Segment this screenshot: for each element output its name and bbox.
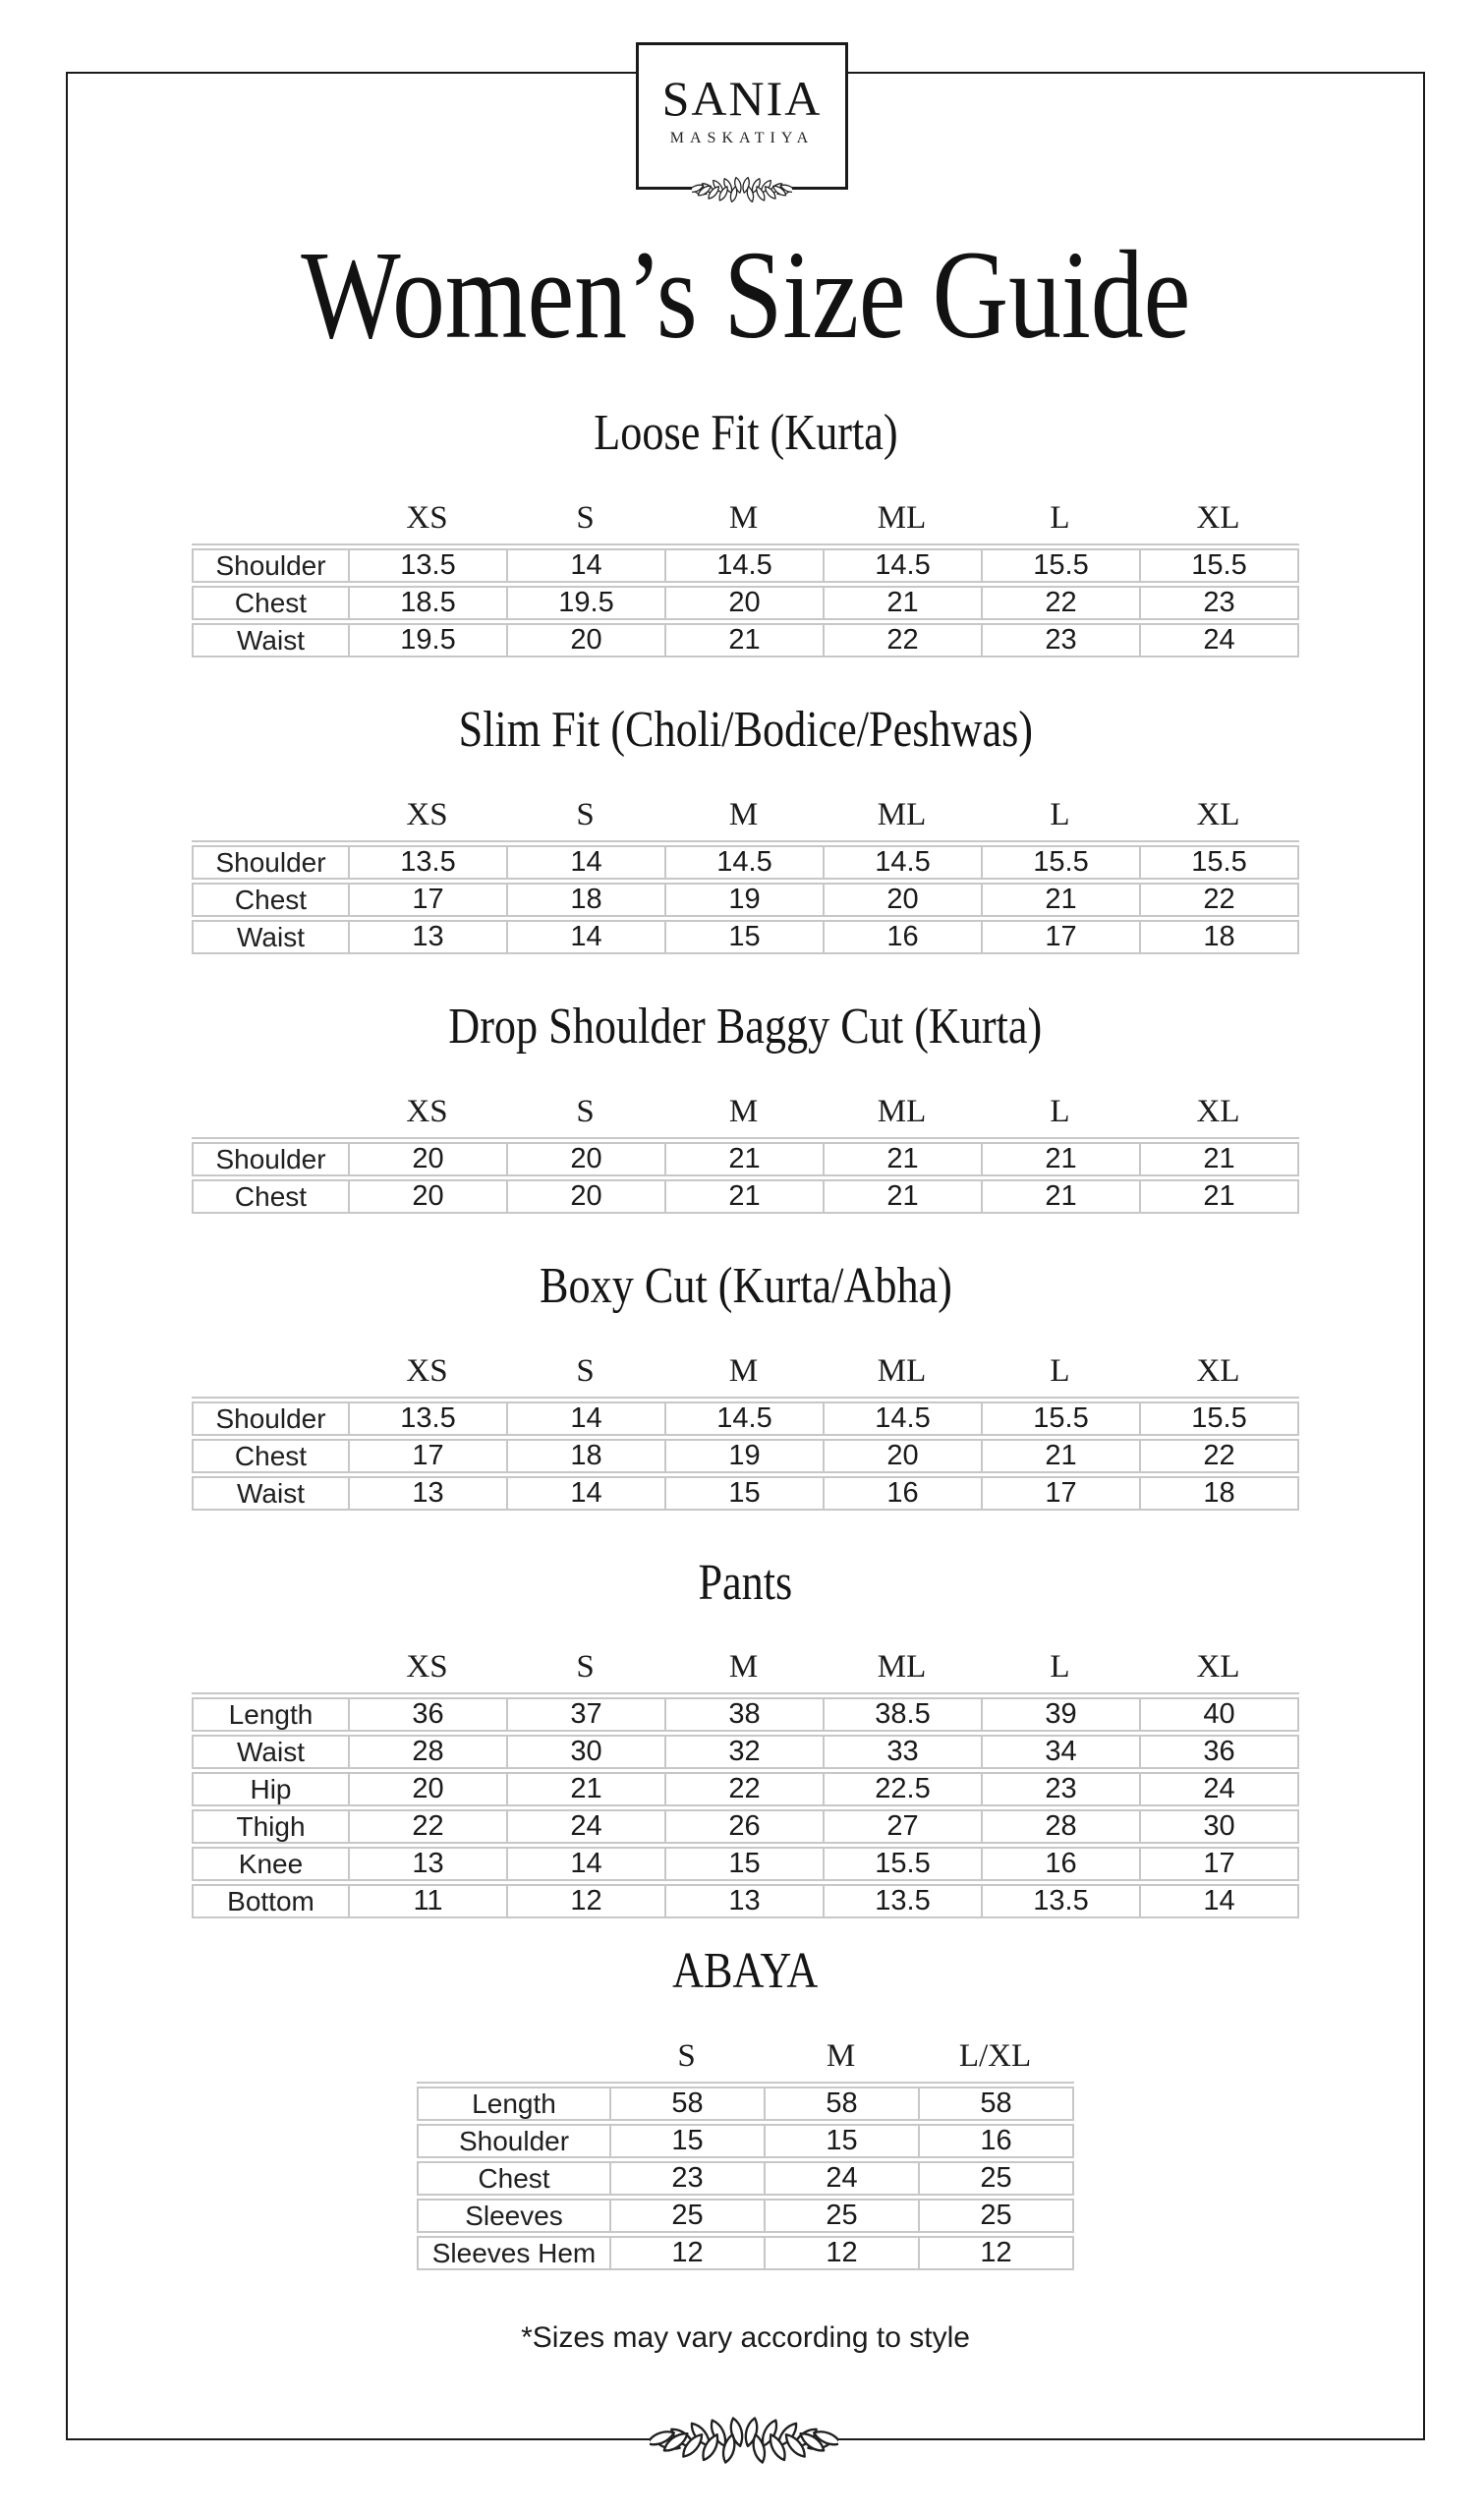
size-column-headers xyxy=(192,1647,1299,1687)
size-column-header: XS xyxy=(406,1352,448,1389)
size-column-header: ML xyxy=(877,1649,927,1686)
measurement-value: 22 xyxy=(981,588,1139,618)
measurement-value: 28 xyxy=(981,1811,1139,1842)
size-column-header: XS xyxy=(406,1649,448,1686)
section-title xyxy=(68,1257,1423,1316)
measurement-value: 15 xyxy=(609,2126,764,2156)
size-table xyxy=(192,840,1299,954)
measurement-value: 15 xyxy=(764,2126,918,2156)
section-title-text: Boxy Cut (Kurta/Abha) xyxy=(539,1257,952,1314)
table-row xyxy=(417,2199,1074,2233)
measurement-value: 14 xyxy=(506,1403,664,1434)
measurement-value: 13.5 xyxy=(348,847,506,878)
section-title-text: ABAYA xyxy=(672,1943,819,2000)
measurement-value: 24 xyxy=(764,2163,918,2194)
measurement-value: 22 xyxy=(1139,885,1297,915)
measurement-value: 36 xyxy=(1139,1737,1297,1767)
measurement-value: 14 xyxy=(506,1849,664,1879)
measurement-value: 21 xyxy=(981,1144,1139,1174)
table-row xyxy=(192,1884,1299,1918)
measurement-value: 19.5 xyxy=(506,588,664,618)
measurement-value: 30 xyxy=(506,1737,664,1767)
measurement-value: 17 xyxy=(1139,1849,1297,1879)
size-column-header: M xyxy=(728,1352,759,1389)
measurement-label: Sleeves xyxy=(465,2201,563,2232)
measurement-value: 21 xyxy=(1139,1181,1297,1212)
size-column-header: M xyxy=(826,2038,856,2075)
size-column-header: L xyxy=(1050,500,1070,537)
measurement-value: 14.5 xyxy=(664,1403,823,1434)
size-table xyxy=(192,543,1299,658)
table-row xyxy=(192,1476,1299,1511)
measurement-value: 27 xyxy=(823,1811,981,1842)
measurement-value: 18.5 xyxy=(348,588,506,618)
measurement-value: 16 xyxy=(981,1849,1139,1879)
measurement-value: 14 xyxy=(506,847,664,878)
section-title xyxy=(68,1554,1423,1613)
measurement-label: Chest xyxy=(234,884,308,915)
size-column-header: M xyxy=(728,1649,759,1686)
table-row xyxy=(192,1439,1299,1473)
page-title xyxy=(68,225,1423,365)
measurement-label: Shoulder xyxy=(458,2126,570,2157)
measurement-value: 14.5 xyxy=(823,847,981,878)
size-column-header: M xyxy=(728,500,759,537)
table-row xyxy=(192,548,1299,583)
measurement-value: 58 xyxy=(918,2088,1072,2119)
measurement-value: 13 xyxy=(664,1886,823,1916)
measurement-value: 13 xyxy=(348,1478,506,1509)
size-table xyxy=(417,2082,1074,2270)
measurement-value: 38 xyxy=(664,1699,823,1730)
section-slim-fit-choli-bodice-peshwas xyxy=(68,701,1423,954)
size-column-header: XL xyxy=(1196,1093,1240,1129)
measurement-value: 17 xyxy=(981,922,1139,952)
size-column-header: ML xyxy=(877,500,927,537)
measurement-value: 21 xyxy=(981,1441,1139,1471)
measurement-value: 22 xyxy=(348,1811,506,1842)
measurement-label: Waist xyxy=(237,1477,305,1509)
measurement-value: 58 xyxy=(764,2088,918,2119)
measurement-value: 18 xyxy=(506,1441,664,1471)
measurement-label: Chest xyxy=(478,2163,550,2195)
measurement-value: 22 xyxy=(1139,1441,1297,1471)
measurement-value: 15.5 xyxy=(981,550,1139,581)
size-table xyxy=(192,1397,1299,1511)
laurel-leaf-ornament-icon xyxy=(692,164,792,215)
measurement-value: 22 xyxy=(664,1774,823,1804)
section-title-text: Drop Shoulder Baggy Cut (Kurta) xyxy=(448,998,1043,1055)
measurement-value: 15 xyxy=(664,1849,823,1879)
measurement-value: 14.5 xyxy=(664,847,823,878)
table-row xyxy=(192,623,1299,658)
size-column-header: L xyxy=(1050,796,1070,832)
size-column-headers xyxy=(192,795,1299,834)
measurement-value: 12 xyxy=(764,2238,918,2268)
size-column-header: ML xyxy=(877,796,927,832)
section-title xyxy=(68,998,1423,1057)
measurement-value: 40 xyxy=(1139,1699,1297,1730)
measurement-label: Waist xyxy=(237,1737,305,1768)
measurement-value: 23 xyxy=(1139,588,1297,618)
measurement-value: 17 xyxy=(348,885,506,915)
measurement-value: 20 xyxy=(823,1441,981,1471)
measurement-value: 11 xyxy=(348,1886,506,1916)
measurement-value: 15.5 xyxy=(1139,1403,1297,1434)
measurement-value: 24 xyxy=(1139,1774,1297,1804)
measurement-value: 21 xyxy=(506,1774,664,1804)
size-column-header: XL xyxy=(1196,500,1240,537)
measurement-value: 15 xyxy=(664,1478,823,1509)
measurement-value: 21 xyxy=(981,885,1139,915)
measurement-value: 26 xyxy=(664,1811,823,1842)
section-pants xyxy=(68,1554,1423,1919)
measurement-value: 23 xyxy=(981,1774,1139,1804)
size-column-header: XL xyxy=(1196,1352,1240,1389)
size-tables-container xyxy=(68,404,1423,2270)
size-column-headers xyxy=(192,1092,1299,1131)
table-row xyxy=(192,1179,1299,1214)
measurement-value: 21 xyxy=(664,1181,823,1212)
size-column-header: ML xyxy=(877,1352,927,1389)
table-row xyxy=(192,883,1299,917)
measurement-value: 13.5 xyxy=(348,1403,506,1434)
measurement-value: 13.5 xyxy=(981,1886,1139,1916)
measurement-value: 18 xyxy=(1139,922,1297,952)
measurement-value: 20 xyxy=(348,1144,506,1174)
size-table xyxy=(192,1137,1299,1214)
measurement-value: 21 xyxy=(823,1144,981,1174)
size-column-header: L xyxy=(1050,1352,1070,1389)
section-abaya xyxy=(68,1942,1423,2270)
measurement-value: 21 xyxy=(823,1181,981,1212)
footnote: *Sizes may vary according to style xyxy=(521,2321,970,2355)
measurement-value: 18 xyxy=(1139,1478,1297,1509)
size-column-header: XS xyxy=(406,1093,448,1129)
measurement-value: 14 xyxy=(506,922,664,952)
size-column-headers xyxy=(417,2036,1074,2076)
measurement-value: 21 xyxy=(1139,1144,1297,1174)
measurement-value: 13.5 xyxy=(823,1886,981,1916)
measurement-value: 21 xyxy=(664,1144,823,1174)
measurement-label: Shoulder xyxy=(215,846,326,878)
measurement-value: 13 xyxy=(348,922,506,952)
measurement-value: 30 xyxy=(1139,1811,1297,1842)
measurement-label: Shoulder xyxy=(215,1402,326,1434)
section-boxy-cut-kurta-abha xyxy=(68,1257,1423,1511)
size-column-header: XL xyxy=(1196,796,1240,832)
section-title-text: Slim Fit (Choli/Bodice/Peshwas) xyxy=(458,702,1033,759)
measurement-label: Knee xyxy=(238,1849,304,1880)
brand-name: SANIA xyxy=(661,71,823,126)
size-column-header: S xyxy=(677,2038,696,2075)
measurement-value: 12 xyxy=(506,1886,664,1916)
measurement-value: 20 xyxy=(506,1181,664,1212)
measurement-value: 15.5 xyxy=(1139,550,1297,581)
section-drop-shoulder-baggy-cut-kurta xyxy=(68,998,1423,1214)
table-row xyxy=(192,1142,1299,1176)
measurement-value: 38.5 xyxy=(823,1699,981,1730)
measurement-value: 12 xyxy=(918,2238,1072,2268)
measurement-value: 25 xyxy=(764,2201,918,2231)
laurel-leaf-ornament-icon xyxy=(650,2402,838,2479)
measurement-value: 14 xyxy=(1139,1886,1297,1916)
size-column-header: L/XL xyxy=(958,2038,1032,2075)
section-title-text: Loose Fit (Kurta) xyxy=(593,405,898,462)
size-column-header: S xyxy=(576,796,595,832)
measurement-value: 15.5 xyxy=(981,847,1139,878)
measurement-value: 15.5 xyxy=(1139,847,1297,878)
size-column-header: L xyxy=(1050,1649,1070,1686)
measurement-value: 13.5 xyxy=(348,550,506,581)
measurement-value: 23 xyxy=(981,625,1139,656)
measurement-value: 20 xyxy=(664,588,823,618)
measurement-value: 20 xyxy=(348,1181,506,1212)
measurement-label: Sleeves Hem xyxy=(431,2238,597,2269)
measurement-value: 19.5 xyxy=(348,625,506,656)
measurement-value: 14.5 xyxy=(664,550,823,581)
measurement-label: Waist xyxy=(237,625,305,657)
measurement-value: 32 xyxy=(664,1737,823,1767)
size-column-header: S xyxy=(576,1093,595,1129)
table-row xyxy=(417,2087,1074,2121)
measurement-label: Length xyxy=(228,1699,314,1731)
measurement-value: 25 xyxy=(609,2201,764,2231)
table-row xyxy=(192,1735,1299,1769)
size-column-header: S xyxy=(576,1352,595,1389)
measurement-label: Shoulder xyxy=(215,550,326,582)
measurement-value: 21 xyxy=(981,1181,1139,1212)
size-column-headers xyxy=(192,1351,1299,1391)
size-column-header: XL xyxy=(1196,1649,1240,1686)
size-column-header: L xyxy=(1050,1093,1070,1129)
size-column-header: M xyxy=(728,796,759,832)
measurement-value: 17 xyxy=(348,1441,506,1471)
table-row xyxy=(192,1772,1299,1806)
measurement-value: 16 xyxy=(823,922,981,952)
measurement-value: 19 xyxy=(664,885,823,915)
measurement-label: Waist xyxy=(237,921,305,952)
measurement-label: Chest xyxy=(234,1440,308,1471)
measurement-value: 25 xyxy=(918,2163,1072,2194)
measurement-value: 20 xyxy=(506,1144,664,1174)
measurement-label: Length xyxy=(472,2088,556,2120)
measurement-label: Thigh xyxy=(236,1811,306,1843)
table-row xyxy=(417,2236,1074,2270)
measurement-value: 14 xyxy=(506,1478,664,1509)
table-row xyxy=(417,2161,1074,2196)
measurement-value: 12 xyxy=(609,2238,764,2268)
page-title-text: Women’s Size Guide xyxy=(300,225,1191,365)
measurement-value: 20 xyxy=(348,1774,506,1804)
measurement-value: 33 xyxy=(823,1737,981,1767)
measurement-value: 14.5 xyxy=(823,550,981,581)
table-row xyxy=(192,845,1299,880)
brand-subname: MASKATIYA xyxy=(669,129,815,146)
section-loose-fit-kurta xyxy=(68,404,1423,658)
measurement-value: 15.5 xyxy=(981,1403,1139,1434)
measurement-label: Bottom xyxy=(227,1886,314,1917)
measurement-value: 20 xyxy=(506,625,664,656)
measurement-label: Chest xyxy=(234,588,308,619)
measurement-value: 24 xyxy=(1139,625,1297,656)
size-column-header: S xyxy=(576,500,595,537)
table-row xyxy=(417,2124,1074,2158)
measurement-value: 15 xyxy=(664,922,823,952)
measurement-value: 17 xyxy=(981,1478,1139,1509)
measurement-value: 23 xyxy=(609,2163,764,2194)
measurement-value: 19 xyxy=(664,1441,823,1471)
measurement-value: 28 xyxy=(348,1737,506,1767)
measurement-label: Chest xyxy=(234,1180,308,1212)
measurement-value: 24 xyxy=(506,1811,664,1842)
section-title xyxy=(68,1942,1423,2001)
table-row xyxy=(192,1401,1299,1436)
measurement-value: 21 xyxy=(664,625,823,656)
size-column-header: S xyxy=(576,1649,595,1686)
measurement-value: 14 xyxy=(506,550,664,581)
measurement-value: 13 xyxy=(348,1849,506,1879)
table-row xyxy=(192,1809,1299,1844)
measurement-value: 22.5 xyxy=(823,1774,981,1804)
size-column-header: XS xyxy=(406,500,448,537)
size-table xyxy=(192,1692,1299,1918)
measurement-value: 14.5 xyxy=(823,1403,981,1434)
measurement-value: 16 xyxy=(823,1478,981,1509)
measurement-value: 16 xyxy=(918,2126,1072,2156)
measurement-label: Hip xyxy=(250,1774,292,1805)
measurement-value: 20 xyxy=(823,885,981,915)
measurement-value: 21 xyxy=(823,588,981,618)
section-title xyxy=(68,404,1423,463)
measurement-value: 22 xyxy=(823,625,981,656)
measurement-label: Shoulder xyxy=(215,1143,326,1174)
measurement-value: 34 xyxy=(981,1737,1139,1767)
measurement-value: 58 xyxy=(609,2088,764,2119)
measurement-value: 39 xyxy=(981,1699,1139,1730)
table-row xyxy=(192,1847,1299,1881)
size-column-header: M xyxy=(728,1093,759,1129)
table-row xyxy=(192,586,1299,620)
size-column-header: ML xyxy=(877,1093,927,1129)
size-column-header: XS xyxy=(406,796,448,832)
measurement-value: 36 xyxy=(348,1699,506,1730)
measurement-value: 37 xyxy=(506,1699,664,1730)
section-title xyxy=(68,701,1423,760)
measurement-value: 25 xyxy=(918,2201,1072,2231)
table-row xyxy=(192,920,1299,954)
size-column-headers xyxy=(192,498,1299,538)
page-border-frame xyxy=(66,72,1425,2440)
section-title-text: Pants xyxy=(698,1554,793,1611)
table-row xyxy=(192,1697,1299,1732)
measurement-value: 18 xyxy=(506,885,664,915)
measurement-value: 15.5 xyxy=(823,1849,981,1879)
